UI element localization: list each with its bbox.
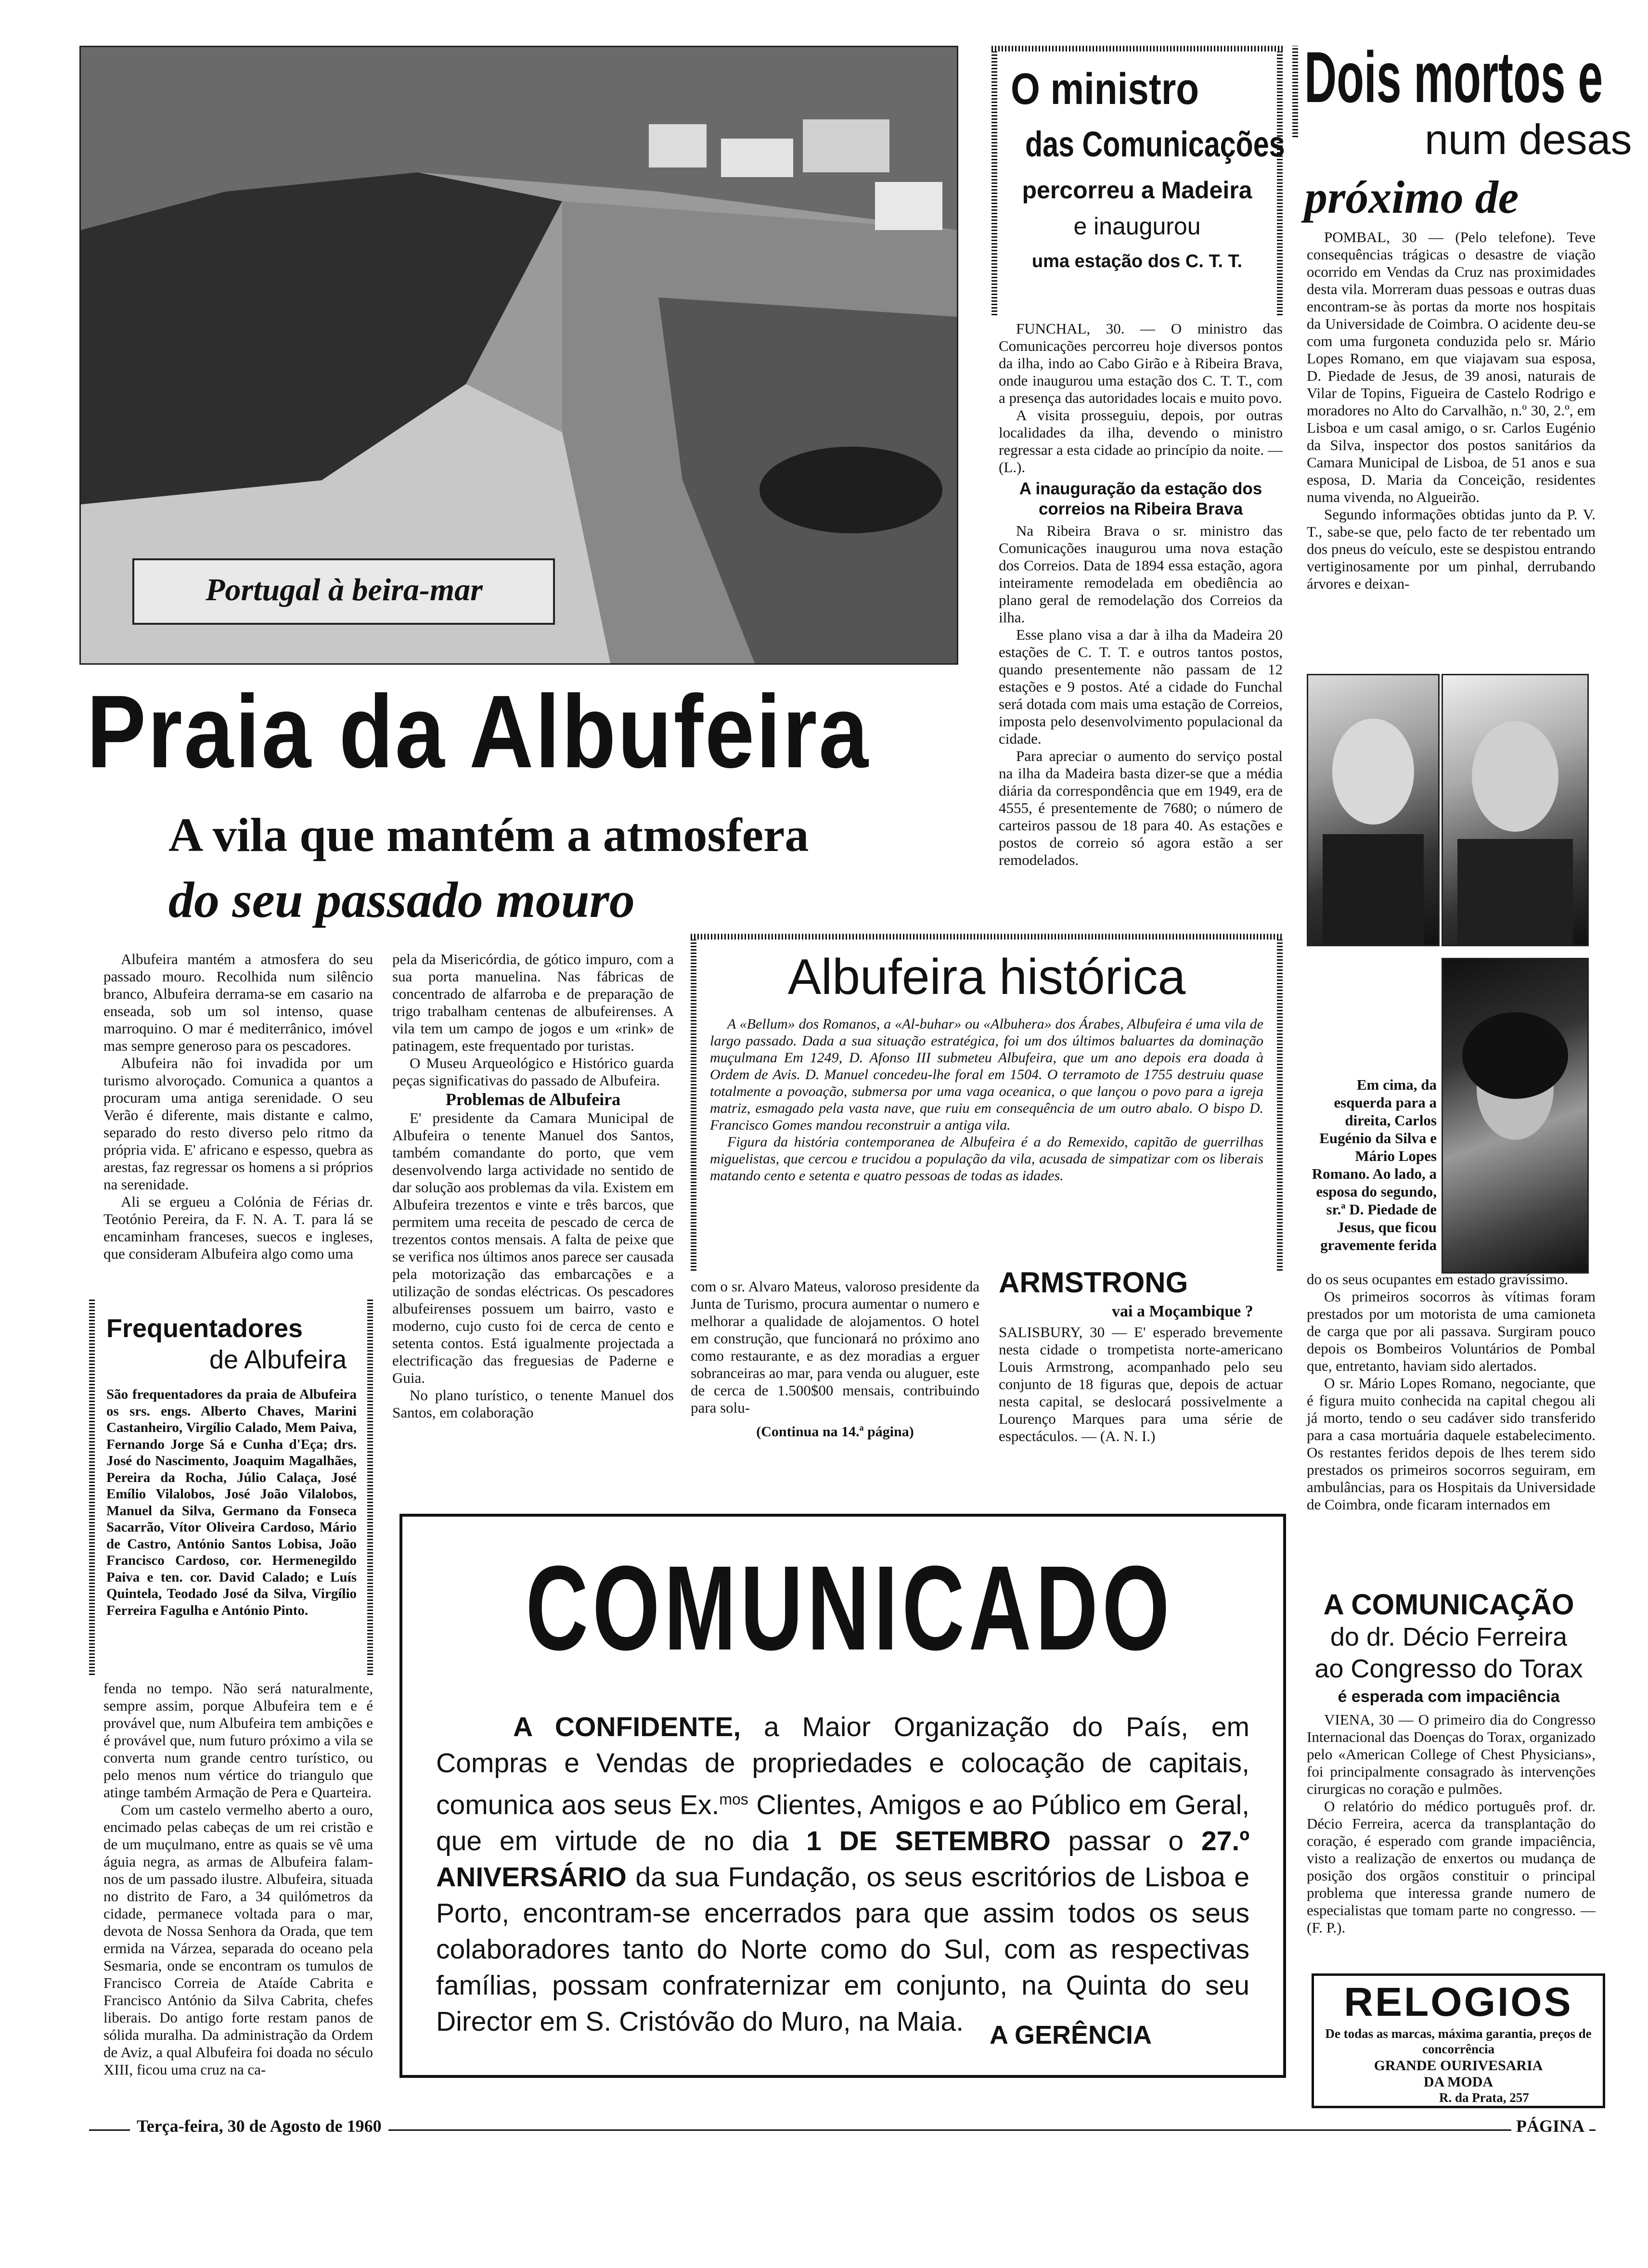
dois-line-3: próximo de [1304,171,1519,223]
portrait-figure-3 [1443,959,1587,1272]
historica-title: Albufeira histórica [787,949,1186,1005]
armstrong-title: ARMSTRONG [999,1266,1188,1299]
relogios-line-1: De todas as marcas, máxima garantia, preços de concorrência [1325,2026,1592,2056]
ministro-paragraph-d: Esse plano visa a dar à ilha da Madeira 20 estações de C. T. T. e outros tantos postos, quando presentemente não passam de 12 estações e 9 postos. Até a cidade do Funchal será dotada com mais uma estação de Correios, imposta pelo desenvolvimento populacional da cidade. [999,626,1283,747]
col2-paragraph-b: O Museu Arqueológico e Histórico guarda peças significativas do passado de Albufeira. [392,1055,674,1089]
article-column-3 [691,1278,979,1441]
comunicacao-line-2: do dr. Décio Ferreira [1330,1623,1568,1651]
comunicado-text-a: a Maior Organização do País, em Compras e Vendas de propriedades e colocação de capitais, comunica aos seus Ex. [436,1712,1249,1820]
frequentadores-title-1: Frequentadores [106,1314,303,1343]
ministro-article [999,320,1283,869]
relogios-ad [1312,1973,1605,2108]
comunicacao-line-3: ao Congresso do Torax [1314,1654,1583,1683]
col2-paragraph-c: E' presidente da Camara Municipal de Albufeira o tenente Manuel dos Santos, também comandante do porto, que vem desenvolvendo larga actividade no sentido de dar solução aos problemas da vila. Existem em Albufeira trezentos e vinte e três barcos, que permitem uma receita de pescado de cerca de trezentos contos mensais. A falta de peixe que se verifica nos últimos anos parece ser causada pela motorização das embarcações e a utilização de sondas eléctricas. Os pescadores albufeirenses possuem um bairro, vasto e moderno, cujo custo foi de cerca de cento e setenta contos. Está igualmente projectada a electrificação das freguesias de Paderne e Guia. [392,1109,674,1386]
historica-rule-top [691,934,1283,940]
historica-paragraph-b: Figura da história contemporanea de Albufeira é a do Remexido, capitão de guerrilhas miguelistas, que cercou e trucidou a população da vila, acusada de simpatizar com os liberais matando cento e setenta e quatro pessoas de todas as idades. [710,1134,1263,1184]
subhead-2: do seu passado mouro [168,872,635,928]
ministro-line-1: O ministro [1011,64,1199,114]
photo-caption: Portugal à beira-mar [206,572,483,607]
armstrong-text: SALISBURY, 30 — E' esperado brevemente nesta cidade o trompetista norte-americano Louis Armstrong, acompanhado pelo seu conjunto de 18 figuras que, depois de actuar nesta capital, se deslocará possivelmente a Lourenço Marques para uma série de espectáculos. — (A. N. I.) [999,1324,1283,1444]
ministro-paragraph-a: FUNCHAL, 30. — O ministro das Comunicações percorreu hoje diversos pontos da ilha, indo ao Cabo Girão e à Ribeira Brava, onde inaugurou uma estação dos C. T. T., com a presença das autoridades locais e muito povo. [999,320,1283,406]
comunicado-anniversary: 27.º ANIVERSÁRIO [436,1826,1250,1893]
ministro-subhead: A inauguração da estação dos correios na Ribeira Brava [1019,479,1262,518]
comunicado-company: A CONFIDENTE, [513,1712,741,1742]
comunicacao-paragraph-a: VIENA, 30 — O primeiro dia do Congresso Internacional das Doenças do Torax, organizado pelo «American College of Chest Physicians», foi principalmente consagrado às intervenções cirurgicas no coração e pulmões. [1307,1711,1596,1797]
box-rule-right [367,1300,373,1675]
col1-paragraph-b: Albufeira não foi invadida por um turismo alvoroçado. Comunica a quantos a procuram uma antiga serenidade. O seu Verão é diferente, mais distante e calmo, separado do resto diverso pelo ritmo da própria vida. E' africano e espesso, quebra as arestas, faz regressar os homens a si próprios na serenidade. [103,1055,373,1193]
comunicacao-paragraph-b: O relatório do médico português prof. dr. Décio Ferreira, acerca da transplantação do coração, é esperado com grande impaciência, visto a realização de enxertos ou mudança de posição dos orgãos constituir o principal problema que interessa grande numero de especialistas que tomam parte no congresso. — (F. P.). [1307,1798,1596,1936]
comunicado-signature: A GERÊNCIA [990,2021,1152,2049]
main-headline: Praia da Albufeira [87,673,870,789]
dois-line-2: num desas [1425,116,1632,163]
article-column-1-lower [103,1680,373,2078]
comunicado-ad [399,1514,1286,2078]
ministro-header-box [991,46,1283,315]
portrait-mario-lopes-romano [1442,674,1589,946]
article-column-1 [103,951,373,1263]
ministro-line-5: uma estação dos C. T. T. [1031,251,1243,271]
ministro-paragraph-e: Para apreciar o aumento do serviço postal na ilha da Madeira basta dizer-se que a média diária da correspondência que em 1949, era de 4555, é presentemente de 7680; o número de carteiros passou de 18 para 40. As estações e postos de correio só agora estão a ser remodelados. [999,747,1283,868]
frequentadores-title-2: de Albufeira [209,1345,347,1374]
comunicado-text-c: passar o [1050,1826,1201,1856]
col1-paragraph-c: Ali se ergueu a Colónia de Férias dr. Teotónio Pereira, da F. N. A. T. para lá se encaminham franceses, suecos e ingleses, que consideram Albufeira algo como uma [103,1193,373,1262]
relogios-line-3: DA MODA [1423,2074,1494,2090]
dois-line-1: Dois mortos e [1304,37,1603,117]
dois-paragraph-a: POMBAL, 30 — (Pelo telefone). Teve consequências trágicas o desastre de viação ocorrido em Vendas da Cruz nas proximidades desta vila. Morreram duas pessoas e outras duas encontram-se às portas da morte nos hospitais da Universidade de Coimbra. O acidente deu-se com uma furgoneta conduzida pelo sr. Mário Lopes Romano, em que viajavam sua esposa, D. Piedade de Jesus, de 39 anosi, naturais de Vilar de Topins, Figueira de Castelo Rodrigo e moradores no Alto do Carvalhão, n.º 30, 2.º, em Lisboa e um casal amigo, o sr. Carlos Eugénio da Silva, inspector dos postos sanitários da Camara Municipal de Lisboa, de 51 anos e sua esposa, D. Maria da Conceição, residentes numa vivenda, no Algueirão. [1307,229,1596,505]
historica-box [691,934,1283,1271]
comunicacao-line-4: é esperada com impaciência [1338,1688,1560,1706]
armstrong-subtitle: vai a Moçambique ? [1112,1302,1253,1320]
frequentadores-box [89,1300,373,1675]
portraits-caption: Em cima, da esquerda para a direita, Carlos Eugénio da Silva e Mário Lopes Romano. Ao lado, a esposa do segundo, sr.ª D. Piedade de Jesus, que ficou gravemente ferida [1312,1076,1437,1253]
footer-date: Terça-feira, 30 de Agosto de 1960 [130,2115,388,2137]
dois-paragraph-e: O sr. Mário Lopes Romano, negociante, que é figura muito conhecida na capital chegou ali já morto, tendo o seu cadáver sido transferido para a casa mortuária daquele estabelecimento. Os restantes feridos depois de lhes terem sido prestados os primeiros socorros seguiram, em ambulâncias, para os Hospitais da Universidade de Coimbra, onde ficaram internados em [1307,1375,1596,1513]
comunicado-body [436,1709,1249,2040]
historica-paragraph-a: A «Bellum» dos Romanos, a «Al-buhar» ou «Albuhera» dos Árabes, Albufeira é uma vila de largo passado. Dada a sua situação estratégica, foi um dos últimos baluartes da dominação muçulmana Em 1249, D. Afonso III submeteu Albufeira, que um ano depois era doada à Ordem de Avis. D. Manuel concedeu-lhe foral em 1504. O terramoto de 1755 destruiu quase totalmente a povoação, submersa por uma vaga oceanica, o que lançou o povo para a igreja matriz, esmagado pela vasta nave, que ruiu em consequência de um outro abalo. O bispo D. Francisco Gomes mandou reconstruir a antiga vila. [710,1016,1263,1133]
dois-paragraph-d: Os primeiros socorros às vítimas foram prestados por um motorista de uma camioneta de carga que por ali passava. Surgiram pouco depois os Bombeiros Voluntários de Pombal que, entretanto, haviam sido alertados. [1307,1288,1596,1374]
ministro-line-3: percorreu a Madeira [1022,177,1252,204]
footer-page-label: PÁGINA [1511,2115,1589,2137]
portrait-figure-2 [1443,675,1587,945]
article-column-2 [392,951,674,1421]
comunicacao-article [1307,1711,1596,1936]
comunicado-date: 1 DE SETEMBRO [806,1826,1051,1856]
col2-subhead: Problemas de Albufeira [445,1090,621,1109]
col2-paragraph-a: pela da Misericórdia, de gótico impuro, com a sua porta manuelina. Nas fábricas de concentrado de alfarroba e de preparação de trigo trabalham centenas de albufeirenses. A vila tem um campo de jogos e um «rink» de patinagem, este frequentado por turistas. [392,951,674,1054]
continue-note[interactable]: (Continua na 14.ª página) [756,1424,914,1440]
relogios-line-4: R. da Prata, 257 [1439,2090,1529,2105]
historica-text [710,1016,1263,1184]
relogios-line-2: GRANDE OURIVESARIA [1374,2058,1543,2074]
dois-paragraph-c: do os seus ocupantes em estado gravíssimo. [1307,1271,1569,1288]
ministro-paragraph-b: A visita prosseguiu, depois, por outras localidades da ilha, devendo o ministro regressar a esta cidade ao princípio da noite. — (L.). [999,407,1283,476]
col1-paragraph-d: fenda no tempo. Não será naturalmente, sempre assim, porque Albufeira tem e é provável que, num Albufeira tem ambições e é provável que, num futuro próximo a vila se converta num grande centro turístico, ou pelo menos num vértice do triangulo que atinge também Armação de Pera e Quarteira. [103,1680,373,1801]
box-rule-left [89,1300,95,1675]
ministro-rule-top [991,46,1283,52]
col1-paragraph-e: Com um castelo vermelho aberto a ouro, encimado pelas cabeças de um rei cristão e de um muçulmano, entre as quais se vê uma águia negra, as armas de Albufeira falam-nos de um passado ilustre. Albufeira, situada no distrito de Faro, a 34 quilómetros da cidade, permanece voltada para o mar, devota de Nossa Senhora da Orada, que tem ermida na Várzea, separada do oceano pela Sesmaria, onde se encontram os tumulos de Francisco Correia de Ataíde Cabrita e Francisco António da Silva Cabrita, chefes liberais. Do antigo forte restam panos de sólida muralha. Da administração da Ordem de Aviz, a qual Albufeira foi doada no século XIII, ficou uma cruz na ca- [103,1801,373,2078]
dois-paragraph-b: Segundo informações obtidas junto da P. V. T., sabe-se que, pelo facto de ter rebentado um dos pneus do veículo, este se despistou entrando vertiginosamente por um pinhal, derrubando árvores e deixan- [1307,506,1596,592]
dois-article-bottom [1307,1271,1596,1513]
ministro-line-4: e inaugurou [1073,213,1201,240]
portrait-carlos-eugenio [1307,674,1440,946]
comunicado-title: COMUNICADO [526,1541,1174,1675]
comunicado-text-b: Clientes, Amigos e ao Público em Geral, que em virtude de no dia [436,1790,1249,1856]
col2-paragraph-d: No plano turístico, o tenente Manuel dos Santos, em colaboração [392,1387,674,1421]
portrait-figure-1 [1308,675,1438,945]
comunicado-text-d: da sua Fundação, os seus escritórios de Lisboa e Porto, encontram-se encerrados para que assim todos os seus colaboradores tanto do Norte como do Sul, com as respectivas famílias, possam confraternizar em conjunto, na Quinta do seu Director em S. Cristóvão do Muro, na Maia. [436,1862,1249,2037]
ministro-line-2: das Comunicações [1025,124,1285,164]
col1-paragraph-a: Albufeira mantém a atmosfera do seu passado mouro. Recolhida num silêncio branco, Albufeira derrama-se em casario na enseada, sob um sol intenso, quase marroquino. O mar é mediterrânico, imóvel mas sempre generoso para os pescadores. [103,951,373,1054]
relogios-title: RELOGIOS [1344,1979,1573,2024]
right-column-rule [1292,46,1298,137]
comunicado-sup: mos [719,1791,748,1808]
ministro-paragraph-c: Na Ribeira Brava o sr. ministro das Comunicações inaugurou uma nova estação dos Correios. Data de 1894 essa estação, agora inteiramente remodelada em obediência ao plano geral de remodelação dos Correios da ilha. [999,522,1283,626]
portrait-piedade-de-jesus [1442,958,1589,1274]
col3-paragraph-a: com o sr. Alvaro Mateus, valoroso presidente da Junta de Turismo, procura aumentar o numero e melhorar a qualidade de alojamentos. O hotel em construção, que funcionará no próximo ano como restaurante, e as dez moradias a erguer sobranceiras ao mar, para venda ou aluguer, este de cerca de 1.500$00 mensais, contribuindo para solu- [691,1278,979,1416]
frequentadores-text: São frequentadores da praia de Albufeira os srs. engs. Alberto Chaves, Marini Castanheiro, Virgílio Calado, Mem Paiva, Fernando Jorge Sá e Cunha d'Eça; drs. José do Nascimento, Joaquim Magalhães, Pereira da Rocha, Júlio Calaça, José Emílio Vilalobos, José João Vilalobos, Manuel da Silva, Germano da Fonseca Sacarrão, Vítor Oliveira Cardoso, Mário de Castro, António Santos Lobisa, João Francisco Cardoso, cor. Hermenegildo Paiva e ten. cor. David Calado; e Luís Quintela, Teodado José da Silva, Virgílio Ferreira Fagulha e António Pinto. [106,1387,357,1618]
subhead-1: A vila que mantém a atmosfera [168,808,809,862]
dois-article-top [1307,229,1596,593]
comunicacao-line-1: A COMUNICAÇÃO [1323,1588,1574,1621]
